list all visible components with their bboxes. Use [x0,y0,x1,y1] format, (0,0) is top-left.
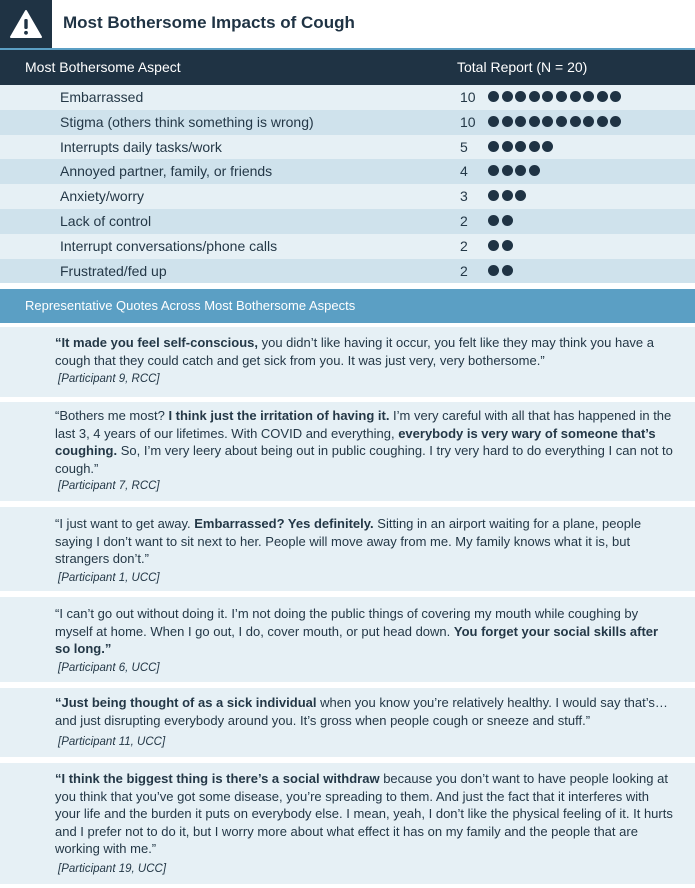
quote-card [0,688,695,757]
quote-card [0,597,695,682]
count-dots [488,141,556,153]
count-dot [488,141,499,152]
aspect-label: Lack of control [60,212,152,229]
table-row [0,159,695,184]
count-dot [542,91,553,102]
table-row [0,234,695,259]
count-dot [570,91,581,102]
count-dot [529,165,540,176]
aspect-label: Frustrated/fed up [60,262,167,279]
count-dot [502,141,513,152]
count-dots [488,265,515,277]
count-dots [488,91,624,103]
quote-citation: [Participant 19, UCC] [58,863,167,875]
table-row [0,85,695,110]
count-dot [502,265,513,276]
aspect-count: 2 [460,262,468,279]
aspect-label: Stigma (others think something is wrong) [60,113,314,130]
aspect-count: 4 [460,163,468,180]
count-dots [488,215,515,227]
count-dot [515,116,526,127]
count-dot [583,116,594,127]
quote-emphasis: everybody is very wary of someone that’s coughing. [55,425,656,458]
count-dots [488,116,624,128]
quote-text [55,515,675,568]
aspect-label: Embarrassed [60,89,144,105]
count-dot [488,215,499,226]
table-row [0,184,695,209]
table-row [0,209,695,234]
count-dot [502,165,513,176]
quote-segment: “I just want to get away. [55,516,195,531]
count-dots [488,190,529,202]
warning-icon [0,0,52,48]
aspect-count: 2 [460,237,468,254]
count-dot [610,91,621,102]
column-header-total: Total Report (N = 20) [457,59,588,75]
count-dot [542,116,553,127]
quote-citation: [Participant 6, UCC] [58,662,160,674]
count-dot [515,141,526,152]
quote-text [55,694,675,729]
quote-citation: [Participant 7, RCC] [58,480,160,492]
quotes-header [0,289,695,323]
quote-text [55,770,675,858]
count-dot [529,141,540,152]
quote-segment: “I can’t go out without doing it. I’m not doing the public things of covering my mouth while coughing by myself at home. When I go out, I do, cover mouth, or put head down. [55,606,639,639]
quote-segment: So, I’m very leery about being out in public coughing. I try very hard to do everything I can not to cough.” [55,443,673,476]
count-dot [488,91,499,102]
count-dot [529,116,540,127]
count-dots [488,240,515,252]
quote-emphasis: Embarrassed? Yes definitely. [194,516,374,531]
aspect-count: 5 [460,138,468,155]
quote-emphasis: “Just being thought of as a sick individual [55,695,317,710]
count-dot [556,91,567,102]
count-dot [515,165,526,176]
count-dot [502,116,513,127]
count-dot [502,215,513,226]
aspect-label: Annoyed partner, family, or friends [60,163,273,180]
title-bar [0,0,695,50]
aspect-table [0,85,695,283]
quote-text [55,407,675,477]
count-dot [488,165,499,176]
count-dot [515,91,526,102]
column-header-aspect: Most Bothersome Aspect [25,59,181,75]
count-dot [583,91,594,102]
quote-emphasis: You forget your social skills after so long.” [55,623,659,656]
table-row [0,110,695,135]
count-dot [488,265,499,276]
aspect-label: Interrupts daily tasks/work [60,138,222,155]
quote-segment: I’m very careful with all that has happened in the last 3, 4 years of our lifetimes. With COVID and everything, [55,408,672,441]
count-dot [488,240,499,251]
aspect-count: 10 [460,113,476,130]
page-title: Most Bothersome Impacts of Cough [63,13,355,32]
aspect-count: 10 [460,89,476,105]
quote-segment: “Bothers me most? [55,408,169,423]
count-dot [570,116,581,127]
count-dot [488,116,499,127]
quote-citation: [Participant 9, RCC] [58,373,160,385]
count-dot [610,116,621,127]
quote-citation: [Participant 11, UCC] [58,736,166,748]
quote-citation: [Participant 1, UCC] [58,572,160,584]
aspect-count: 2 [460,212,468,229]
quote-card [0,507,695,591]
quote-emphasis: “I think the biggest thing is there’s a social withdraw [55,771,380,786]
count-dot [515,190,526,201]
table-row [0,135,695,160]
quotes-header-label: Representative Quotes Across Most Bothersome Aspects [25,298,356,313]
quote-card [0,763,695,884]
quote-card [0,402,695,501]
quote-segment: when you know you’re relatively healthy. I would say that’s…and just disrupting everybody around you. It’s gross when people cough or sneeze and stuff.” [55,695,668,728]
count-dot [556,116,567,127]
count-dot [597,116,608,127]
count-dots [488,165,542,177]
quote-card [0,327,695,397]
quote-segment: Sitting in an airport waiting for a plane, people saying I don’t want to sit next to her. People will move away from me. My family knows what it is, but strangers don’t.” [55,516,642,566]
aspect-label: Anxiety/worry [60,188,145,205]
count-dot [488,190,499,201]
aspect-count: 3 [460,188,468,205]
quote-emphasis: I think just the irritation of having it. [168,408,390,423]
count-dot [597,91,608,102]
quote-segment: you didn’t like having it occur, you felt like they may think you have a cough that they could catch and get sick from you. It was just very, very bothersome.” [55,335,654,368]
quote-segment: because you don’t want to have people looking at you think that you’ve got some disease, you’re spreading to them. And just the fact that it interferes with your life and the burden it puts on everybody else. I mean, yeah, I don’t like the physical feeling of it. It hurts and I prefer not to do it, but I worry more about what effect it has on my family and the people that are working with me.” [55,771,673,856]
count-dot [529,91,540,102]
table-header [0,50,695,85]
count-dot [502,240,513,251]
aspect-label: Interrupt conversations/phone calls [60,237,278,254]
quote-text [55,334,675,369]
count-dot [502,190,513,201]
table-row [0,259,695,284]
count-dot [542,141,553,152]
quote-emphasis: “It made you feel self-conscious, [55,335,258,350]
count-dot [502,91,513,102]
quote-text [55,605,675,658]
